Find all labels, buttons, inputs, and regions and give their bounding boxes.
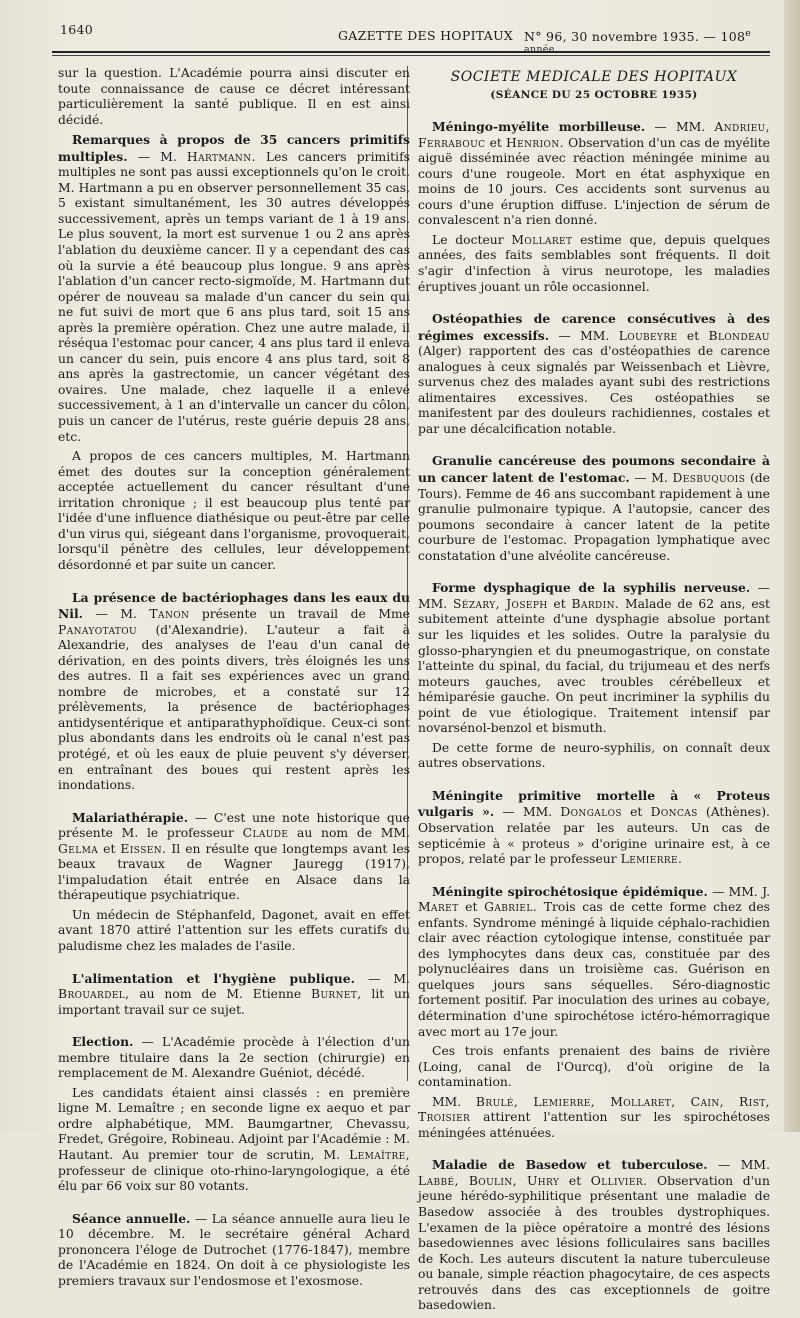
text-run: — MM. J. (712, 884, 770, 899)
article-title: Méningo-myélite morbilleuse. (432, 119, 646, 135)
article-body: Malade de 62 ans, est subitement atteinte d'une dysphagie absolue portant sur les liquides et les solides. Outre la paralysie du glosso-pharyngien et du pneumogastrique, on constate l'atteinte du spinal, du facial, du trijumeau et des nerfs moteurs gauches, avec troubles cérébelleux et hémiparésie gauche. On peut incriminer la syphilis du point de vue étiologique. Traitement intensif par novarsénol-benzol et bismuth. (418, 596, 770, 736)
author-name: Eissen. (120, 841, 167, 856)
article-body: lit un important travail sur ce sujet. (58, 987, 410, 1017)
header-rule-thin (52, 55, 770, 56)
text-run: MM. (432, 1094, 462, 1109)
article-paragraph: A propos de ces cancers multiples, M. Hartmann émet des doutes sur la conception généralement acceptée actuellement du cancer résultant d'une irritation chronique ; il est beaucoup plus tenté par l'idée d'une influence diathésique ou peut-être par celle d'un virus qui, siégeant dans l'organisme, provoquerait, lorsqu'il pénètre des cellules, leur développement désordonné et par suite un cancer. (58, 449, 410, 572)
page-edge (784, 0, 800, 1132)
text-run: professeur de clinique oto-rhino-laryngologique, a été élu par 66 voix sur 80 votants. (58, 1163, 410, 1194)
text-run: — MM. (418, 581, 770, 611)
author-name: Hartmann. (186, 149, 256, 164)
article-bacteriophages (58, 590, 410, 794)
author-name: Tanon (149, 607, 190, 622)
text-run: — M. (95, 607, 137, 622)
text-run: présente un travail de Mme (201, 607, 410, 622)
article-body: Trois cas de cette forme chez des enfants. Syndrome méningé à liquide céphalo-rachidien clair avec réaction cytologique intense, constituée par des lymphocytes dans deux cas, constituée par des polynucléaires dans un troisième cas. Guérison en quelques jours sans séquelles. Séro-diagnostic fortement positif. Par inoculation des urines au cobaye, détermination d'une spirochétose ictéro-hémorragique avec mort au 17e jour. (418, 900, 770, 1039)
header-rule (52, 51, 770, 53)
author-name: Gelma (58, 841, 99, 856)
text-run: et (103, 841, 116, 856)
page-number: 1640 (60, 22, 94, 37)
author-name: Mollaret (511, 232, 573, 247)
text-run: — C'est une note historique que présente M. le professeur (58, 810, 410, 841)
text-run: — M. (368, 971, 410, 986)
author-name: Doncas (650, 805, 698, 820)
paragraph-continuation: sur la question. L'Académie pourra ainsi discuter en toute connaissance de cause ce décret intéressant particulièrement la santé publique. Il en est ainsi décidé. (58, 66, 410, 127)
article-paragraph: De cette forme de neuro-syphilis, on connaît deux autres observations. (418, 740, 770, 771)
page-header (50, 22, 770, 56)
text-run: — M. (137, 149, 177, 164)
article-title: Maladie de Basedow et tuberculose. (432, 1157, 708, 1173)
article-title: Granulie cancéreuse des poumons secondaire à un cancer latent de l'estomac. (418, 453, 770, 486)
article-cancers (58, 132, 410, 445)
text-run: — M. (634, 471, 668, 486)
author-name: Lemaître, (349, 1148, 410, 1162)
text-run: et (489, 135, 502, 150)
article-osteopathies (418, 311, 770, 437)
article-paragraph: Ces trois enfants prenaient des bains de rivière (Loing, canal de l'Ourcq), d'où origine de la contamination. (418, 1044, 770, 1090)
article-body: Observation d'un cas de myélite aiguë disséminée avec réaction méningée minime au cours d'une rougeole. Mort en état asphyxique en moins de 10 jours. Ces accidents sont survenus au cours d'une éruption diffuse. L'injection de sérum de convalescent n'a rien donné. (418, 135, 770, 228)
text-run: — MM. (558, 328, 610, 343)
author-name: Burnet, (310, 987, 362, 1002)
author-name: Lemierre. (620, 852, 683, 867)
text-run: — MM. (502, 805, 553, 820)
article-spirochetose (418, 884, 770, 1040)
article-body: (de Tours). Femme de 46 ans succombant rapidement à une granulie pulmonaire typique. A l'autopsie, cancer des poumons secondaire à cancer latent de la petite courbure de l'estomac. Propagation lymphatique avec constatation d'une alvéolite cancéreuse. (418, 471, 770, 563)
article-election (58, 1034, 410, 1082)
author-name: Ollivier. (590, 1173, 648, 1188)
article-paragraph (418, 1095, 770, 1142)
article-title: Remarques à propos de 35 cancers primitifs multiples. (58, 132, 410, 164)
author-name: Henrion. (506, 135, 564, 150)
text-run: au nom de M. Etienne (139, 987, 302, 1002)
article-title: Ostéopathies de carence consécutives à des régimes excessifs. (418, 311, 770, 343)
left-column (58, 66, 410, 1293)
text-run: (Athènes). Observation relatée par les auteurs. Un cas de septicémie à « proteus » d'origine urinaire est, à ce propos, relaté par le professeur (418, 805, 770, 867)
article-paragraph (418, 233, 770, 295)
author-name: Sézary, Joseph (453, 596, 548, 611)
section-heading: SOCIETE MEDICALE DES HOPITAUX (450, 69, 738, 85)
article-granulie (418, 453, 770, 564)
author-name: Brouardel, (58, 987, 130, 1002)
text-run: — MM. (654, 120, 706, 135)
article-seance (58, 1211, 410, 1290)
article-body: Il en résulte que longtemps avant les beaux travaux de Wagner Jauregg (1917), l'impaludation était entrée en Alsace dans la thérapeutique psychiatrique. (58, 841, 410, 903)
article-title: Malariathérapie. (72, 809, 189, 825)
journal-title: GAZETTE DES HOPITAUX (338, 28, 514, 43)
text-run: au nom de MM. (297, 826, 410, 841)
right-column (418, 70, 770, 1318)
article-syphilis (418, 580, 770, 736)
article-body: — La séance annuelle aura lieu le 10 décembre. M. le secrétaire général Achard prononcera l'éloge de Dutrochet (1776-1847), membre de l'Académie en 1824. On doit à ce physiologiste les premiers travaux sur l'endosmose et l'exosmose. (58, 1211, 410, 1288)
author-name: Dongalos (560, 805, 622, 820)
article-body: (d'Alexandrie). L'auteur a fait à Alexandrie, des analyses de l'eau d'un canal de dérivation, en des points divers, très éloignés les uns des autres. Il a fait ses expériences avec un grand nombre de microbes, et a constaté sur 12 prélèvements, la présence de bactériophages antidysentérique et antiparathyphoïdique. Ceux-ci sont plus abondants dans les endroits où le canal n'est pas protégé, et où les eaux de pluie peuvent s'y déverser, en entraînant des boues qui restent après les inondations. (58, 622, 410, 793)
article-body: Les cancers primitifs multiples ne sont pas aussi exceptionnels qu'on le croit. M. Hartmann a pu en observer personnellement 35 cas, 5 existant simultanément, les 30 autres développés successivement, après un temps variant de 1 à 19 ans. Le plus souvent, la mort est survenue 1 ou 2 ans après l'ablation du deuxième cancer. Il y a cependant des cas où la survie a été beaucoup plus longue. 9 ans après l'ablation d'un cancer recto-sigmoïde, M. Hartmann dut opérer de nouveau sa malade d'un cancer du sein qui ne fut suivi de mort que 6 ans plus tard, soit 15 ans après la première opération. Chez une autre malade, il réséqua l'estomac pour cancer, 4 ans plus tard il enleva un cancer du sein, puis encore 4 ans plus tard, soit 8 ans après la gastrectomie, un cancer végétant des ovaires. Une malade, chez laquelle il a enlevé successivement, à 1 an d'intervalle un cancer du côlon, puis un cancer de l'utérus, reste guérie depuis 28 ans, etc. (58, 149, 410, 444)
article-basedow (418, 1157, 770, 1313)
article-title: Méningite primitive mortelle à « Proteus vulgaris ». (418, 787, 770, 820)
article-title: Séance annuelle. (72, 1210, 191, 1226)
text-run: et (630, 805, 643, 820)
session-date: (SÉANCE DU 25 OCTOBRE 1935) (490, 88, 698, 101)
article-title: Méningite spirochétosique épidémique. (432, 883, 708, 899)
author-name: Maret (418, 900, 459, 915)
article-alimentation (58, 971, 410, 1019)
author-name: Panayotatou (58, 622, 138, 637)
text-run: attirent l'attention sur les spirochétoses méningées atténuées. (418, 1110, 770, 1140)
article-title: L'alimentation et l'hygiène publique. (72, 970, 355, 986)
author-name: Andrieu, Ferrabouc (418, 120, 770, 150)
author-name: Labbé, Boulin, Uhry (418, 1173, 560, 1188)
article-title: La présence de bactériophages dans les eaux du Nil. (58, 589, 410, 622)
author-name: Desbuquois (672, 471, 746, 486)
article-body: — L'Académie procède à l'élection d'un membre titulaire dans la 2e section (chirurgie) en remplacement de M. Alexandre Guéniot, décédé. (58, 1035, 410, 1081)
text-run: et (686, 328, 700, 343)
article-title: Election. (72, 1034, 134, 1050)
article-meningo-myelite (418, 119, 770, 229)
year-suffix: e année. (524, 28, 752, 56)
text-run: et (553, 596, 566, 611)
author-name: Claude (242, 826, 289, 841)
text-run: estime que, depuis quelques années, des faits semblables sont fréquents. Il doit s'agir d'infection à virus neurotope, les maladies éruptives jouant un rôle occasionnel. (418, 232, 770, 294)
article-paragraph (58, 1086, 410, 1195)
article-title: Forme dysphagique de la syphilis nerveuse. (432, 580, 751, 596)
text-run: Le docteur (432, 232, 504, 247)
text-run: — MM. (718, 1158, 770, 1173)
text-run: Les candidats étaient ainsi classés : en première ligne M. Lemaître ; en seconde ligne ex aequo et par ordre alphabétique, MM. Baumgartner, Chevassu, Fredet, Grégoire, Robineau. Adjoint par l'Académie : M. Hautant. Au premier tour de scrutin, M. (58, 1085, 410, 1162)
issue-date: N° 96, 30 novembre 1935. — 108 (524, 29, 746, 45)
author-name: Brulé, Lemierre, Mollaret, Cain, Rist, Troisier (418, 1094, 770, 1125)
article-proteus (418, 788, 770, 868)
article-malaria (58, 810, 410, 904)
author-name: Loubeyre (618, 328, 678, 343)
author-name: Blondeau (708, 328, 770, 343)
text-run: et (465, 900, 478, 915)
author-name: Gabriel. (484, 900, 538, 915)
article-body: (Alger) rapportent des cas d'ostéopathies de carence analogues à ceux signalés par Weissenbach et Lièvre, survenus chez des malades ayant subi des restrictions alimentaires excessives. Ces ostéopathies se manifestent par des douleurs rachidiennes, costales et par une décalcification notable. (418, 344, 770, 436)
article-paragraph: Un médecin de Stéphanfeld, Dagonet, avait en effet avant 1870 attiré l'attention sur les effets curatifs du paludisme chez les malades de l'asile. (58, 907, 410, 953)
article-body: Observation d'un jeune hérédo-syphilitique présentant une maladie de Basedow associée à des troubles dystrophiques. L'examen de la pièce opératoire a montré des lésions basedowiennes avec lésions folliculaires sans bacilles de Koch. Les auteurs discutent la nature tuberculeuse ou banale, simple réaction phagocytaire, de ces aspects retrouvés dans des cas exceptionnels de goitre basedowien. (418, 1173, 770, 1313)
author-name: Bardin. (571, 596, 620, 611)
text-run: et (568, 1173, 582, 1188)
